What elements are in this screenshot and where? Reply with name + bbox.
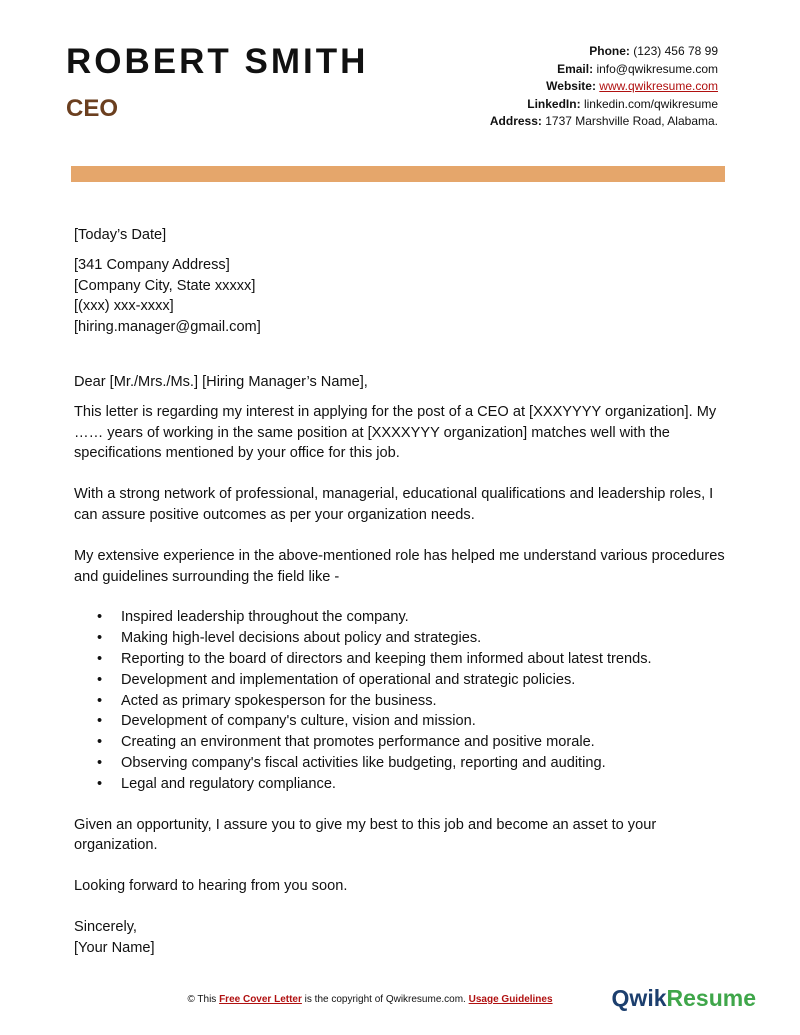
letter-date: [Today’s Date] — [74, 227, 167, 243]
list-item-text: Development and implementation of operational and strategic policies. — [121, 671, 576, 688]
list-item — [74, 774, 734, 795]
list-item-text: Acted as primary spokesperson for the business. — [121, 692, 437, 709]
bullet-icon: • — [97, 671, 103, 688]
list-item — [74, 691, 734, 712]
bullet-icon: • — [97, 734, 103, 751]
closing-phrase: Sincerely, — [74, 918, 137, 935]
paragraph-network: With a strong network of professional, managerial, educational qualifications and leadership roles, I can assure positive outcomes as per your organization needs. — [74, 486, 714, 523]
list-item-text: Development of company's culture, vision and mission. — [121, 713, 476, 730]
qwikresume-logo — [612, 985, 756, 1012]
list-item-text: Reporting to the board of directors and keeping them informed about latest trends. — [121, 650, 652, 667]
recipient-city: [Company City, State xxxxx] — [74, 277, 256, 294]
contact-address-value: 1737 Marshville Road, Alabama. — [545, 114, 718, 128]
list-item — [74, 711, 734, 732]
footer-middle: is the copyright of Qwikresume.com. — [301, 994, 469, 1005]
contact-address — [490, 113, 718, 131]
footer-prefix: © This — [187, 994, 220, 1005]
usage-guidelines-link[interactable]: Usage Guidelines — [468, 994, 553, 1005]
contact-phone-label: Phone: — [589, 44, 630, 58]
recipient-email: [hiring.manager@gmail.com] — [74, 319, 261, 336]
recipient-phone: [(xxx) xxx-xxxx] — [74, 298, 174, 315]
applicant-title: CEO — [66, 95, 119, 122]
applicant-name: ROBERT SMITH — [66, 42, 369, 81]
list-item-text: Making high-level decisions about policy and strategies. — [121, 630, 482, 647]
contact-phone-value: (123) 456 78 99 — [633, 44, 718, 58]
paragraph-followup: Looking forward to hearing from you soon. — [74, 878, 348, 895]
signature-name: [Your Name] — [74, 939, 155, 956]
contact-phone — [490, 43, 718, 61]
list-item-text: Creating an environment that promotes performance and positive morale. — [121, 734, 595, 751]
bullet-icon: • — [97, 609, 103, 626]
contact-linkedin-label: LinkedIn: — [527, 96, 581, 111]
contact-website — [490, 78, 718, 96]
paragraph-experience: My extensive experience in the above-mentioned role has helped me understand various procedures and guidelines surrounding the field like - — [74, 547, 725, 585]
contact-linkedin-value: linkedin.com/qwikresume — [583, 96, 718, 111]
list-item — [74, 753, 734, 774]
logo-part-qwik: Qwik — [611, 985, 667, 1011]
salutation: Dear [Mr./Mrs./Ms.] [Hiring Manager’s Name], — [74, 373, 368, 390]
list-item — [74, 732, 734, 753]
contact-block — [490, 43, 718, 131]
bullet-icon: • — [97, 754, 103, 771]
bullet-icon: • — [97, 775, 103, 792]
contact-linkedin — [490, 96, 718, 114]
contact-email-label: Email: — [557, 61, 594, 76]
list-item — [74, 607, 734, 628]
contact-address-label: Address: — [489, 114, 542, 128]
list-item-text: Inspired leadership throughout the company. — [121, 609, 409, 626]
contact-email — [490, 61, 718, 79]
list-item-text: Observing company's fiscal activities like budgeting, reporting and auditing. — [121, 754, 606, 771]
letter-body — [74, 225, 734, 959]
contact-email-value: info@qwikresume.com — [596, 61, 718, 76]
paragraph-intro: This letter is regarding my interest in applying for the post of a CEO at [XXXYYYY organization]. My …… years of working in the same position at [XXXXYYY organization] matches well with the specifications mentioned by your office for this job. — [74, 403, 717, 462]
copyright-footer — [160, 994, 580, 1005]
bullet-icon: • — [97, 630, 103, 647]
recipient-block — [74, 255, 734, 338]
bullet-icon: • — [97, 692, 103, 709]
list-item — [74, 670, 734, 691]
list-item — [74, 628, 734, 649]
logo-part-resume: Resume — [666, 985, 756, 1011]
recipient-address: [341 Company Address] — [74, 256, 230, 273]
contact-website-label: Website: — [546, 79, 596, 93]
website-link[interactable]: www.qwikresume.com — [599, 79, 718, 93]
list-item-text: Legal and regulatory compliance. — [121, 775, 336, 792]
free-cover-letter-link[interactable]: Free Cover Letter — [219, 994, 302, 1005]
paragraph-closing: Given an opportunity, I assure you to give my best to this job and become an asset to your organization. — [74, 816, 657, 854]
duties-list — [74, 607, 734, 794]
accent-divider-bar — [71, 166, 725, 182]
bullet-icon: • — [97, 650, 103, 667]
list-item — [74, 649, 734, 670]
bullet-icon: • — [97, 713, 103, 730]
